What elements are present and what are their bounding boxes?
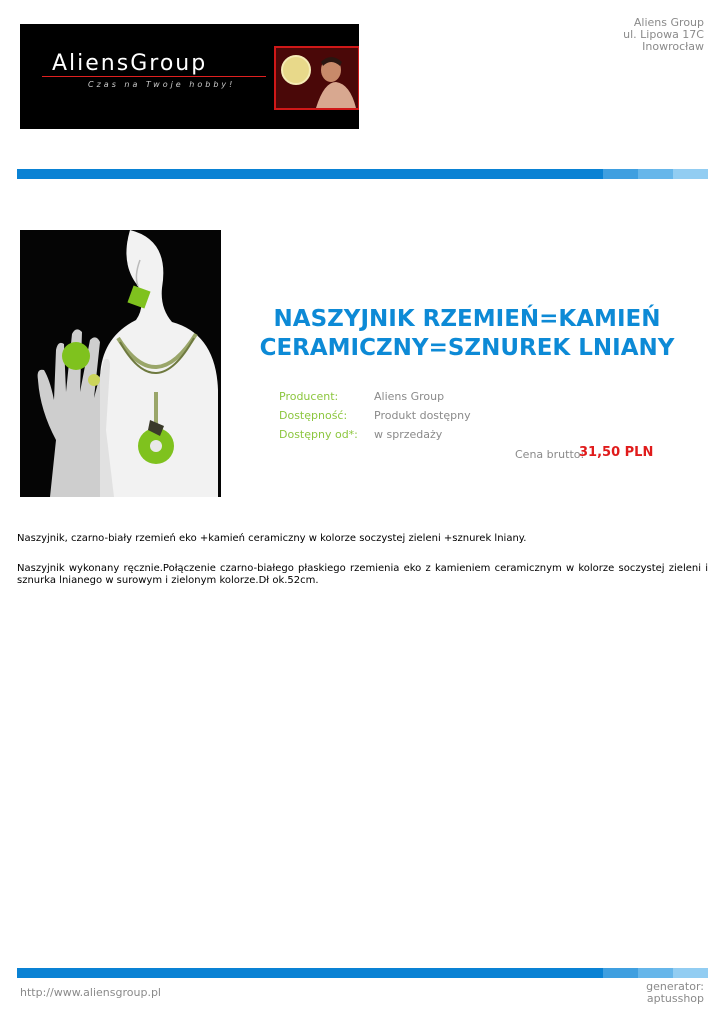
generator-name: aptusshop [646,992,704,1005]
product-title [232,305,702,363]
logo-photo-icon [274,46,359,110]
producer-value: Aliens Group [374,390,445,403]
price-label: Cena brutto: [515,448,585,461]
description-paragraph-1: Naszyjnik, czarno-biały rzemień eko +kamień ceramiczny w kolorze soczystej zieleni +sznurek lniany. [17,533,527,544]
company-street: ul. Lipowa 17C [623,28,704,41]
company-city: Inowrocław [642,40,704,53]
generator-label: generator: [646,980,704,993]
logo-underline [42,76,266,77]
product-image [20,230,221,497]
producer-label: Producent: [279,390,339,403]
company-name: Aliens Group [633,16,704,29]
logo-tagline: Czas na Twoje hobby! [88,80,236,89]
footer-divider-bar [17,968,708,978]
available-from-value: w sprzedaży [374,428,443,441]
available-from-label: Dostępny od*: [279,428,358,441]
logo-name: AliensGroup [52,51,208,76]
availability-label: Dostępność: [279,409,348,422]
product-title-line-1: NASZYJNIK RZEMIEŃ=KAMIEŃ [273,306,661,332]
footer-url-link[interactable]: http://www.aliensgroup.pl [20,986,161,999]
company-logo [20,24,359,129]
header-divider-bar [17,169,708,179]
availability-value: Produkt dostępny [374,409,471,422]
generator-credit [646,981,704,1005]
description-paragraph-2: Naszyjnik wykonany ręcznie.Połączenie czarno-białego płaskiego rzemienia eko z kamieniem ceramicznym w kolorze soczystej zieleni i sznurka lnianego w surowym i zielonym kolorze.Dł ok.52cm. [17,563,708,586]
product-title-line-2: CERAMICZNY=SZNUREK LNIANY [259,335,675,361]
price-value: 31,50 PLN [579,445,654,460]
company-address [623,17,704,53]
jewelry-photo-icon [20,230,221,497]
